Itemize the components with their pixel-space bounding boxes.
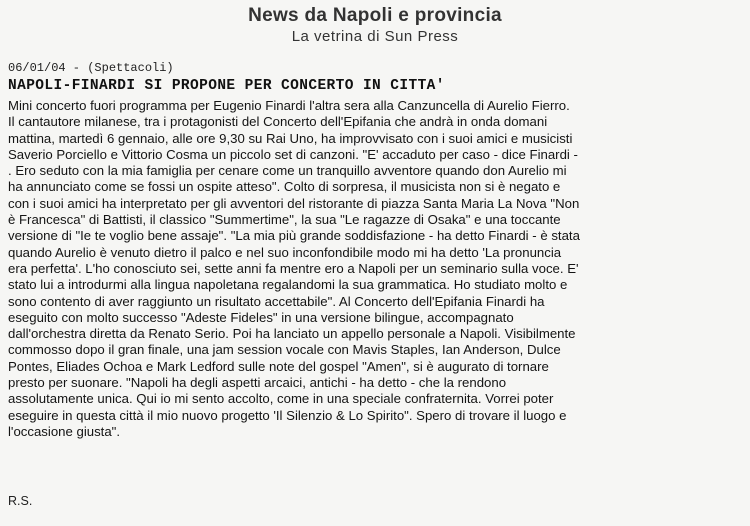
article-headline: NAPOLI-FINARDI SI PROPONE PER CONCERTO IN CITTA'	[8, 78, 445, 94]
article-line: quando Aurelio è venuto dietro il palco e nel suo inconfondibile modo mi ha detto 'La pronuncia	[8, 244, 562, 260]
site-title: News da Napoli e provincia	[248, 5, 502, 26]
article-line: Saverio Porciello e Vittorio Cosma un piccolo set di canzoni. "E' accaduto per caso - dice Finardi -	[8, 146, 578, 162]
article-line: Mini concerto fuori programma per Eugenio Finardi l'altra sera alla Canzuncella di Aurelio Fierro.	[8, 98, 570, 113]
article-line: dall'orchestra diretta da Renato Serio. Poi ha lanciato un appello personale a Napoli. Visibilmente	[8, 326, 576, 342]
article-dateline: 06/01/04 - (Spettacoli)	[8, 61, 174, 75]
article-body	[8, 98, 744, 440]
article-line: versione di "Ie te voglio bene assaje". "La mia più grande soddisfazione - ha detto Finardi - è stata	[8, 228, 580, 244]
article-line: è Francesca" di Battisti, il classico "Summertime", la sua "Le ragazze di Osaka" e una toccante	[8, 212, 561, 228]
article-line: Il cantautore milanese, tra i protagonisti del Concerto dell'Epifania che andrà in onda domani	[8, 114, 548, 130]
article-line: sono contento di aver raggiunto un risultato accettabile". Al Concerto dell'Epifania Finardi ha	[8, 293, 545, 309]
article-line: era perfetta'. L'ho conosciuto sei, sette anni fa mentre ero a Napoli per un seminario sulla voce. E'	[8, 260, 579, 276]
article-line: mattina, martedì 6 gennaio, alle ore 9,30 su Rai Uno, ha improvvisato con i suoi amici e musicisti	[8, 130, 573, 146]
article-line: l'occasione giusta".	[8, 423, 121, 439]
article-line: stato lui a introdurmi alla lingua napoletana regalandomi la sua grammatica. Ho studiato molto e	[8, 277, 568, 293]
article-line: con i suoi amici ha interpretato per gli avventori del ristorante di piazza Santa Maria La Nova "Non	[8, 195, 580, 211]
article-line: ha annunciato come se fossi un ospite atteso". Colto di sorpresa, il musicista non si è negato e	[8, 179, 561, 195]
article-line: eseguire in questa città il mio nuovo progetto 'Il Silenzio & Lo Spirito". Spero di trovare il luogo e	[8, 407, 567, 423]
article-line: Pontes, Eliades Ochoa e Mark Ledford sulle note del gospel "Amen", si è augurato di tornare	[8, 358, 549, 374]
article-line: . Ero seduto con la mia famiglia per cenare come un tranquillo avventore quando don Aurelio mi	[8, 163, 567, 179]
masthead	[0, 4, 750, 46]
article-line: assolutamente unica. Qui io mi sento accolto, come in una speciale confraternita. Vorrei poter	[8, 391, 554, 407]
article-line: commosso dopo il gran finale, una jam session vocale con Mavis Staples, Ian Anderson, Dulce	[8, 342, 561, 358]
article-line: presto per suonare. "Napoli ha degli aspetti arcaici, antichi - ha detto - che la rendono	[8, 375, 507, 391]
site-subtitle: La vetrina di Sun Press	[291, 28, 459, 45]
article-signature: R.S.	[8, 494, 33, 508]
article-line: eseguito con molto successo "Adeste Fideles" in una versione bilingue, accompagnato	[8, 309, 514, 325]
